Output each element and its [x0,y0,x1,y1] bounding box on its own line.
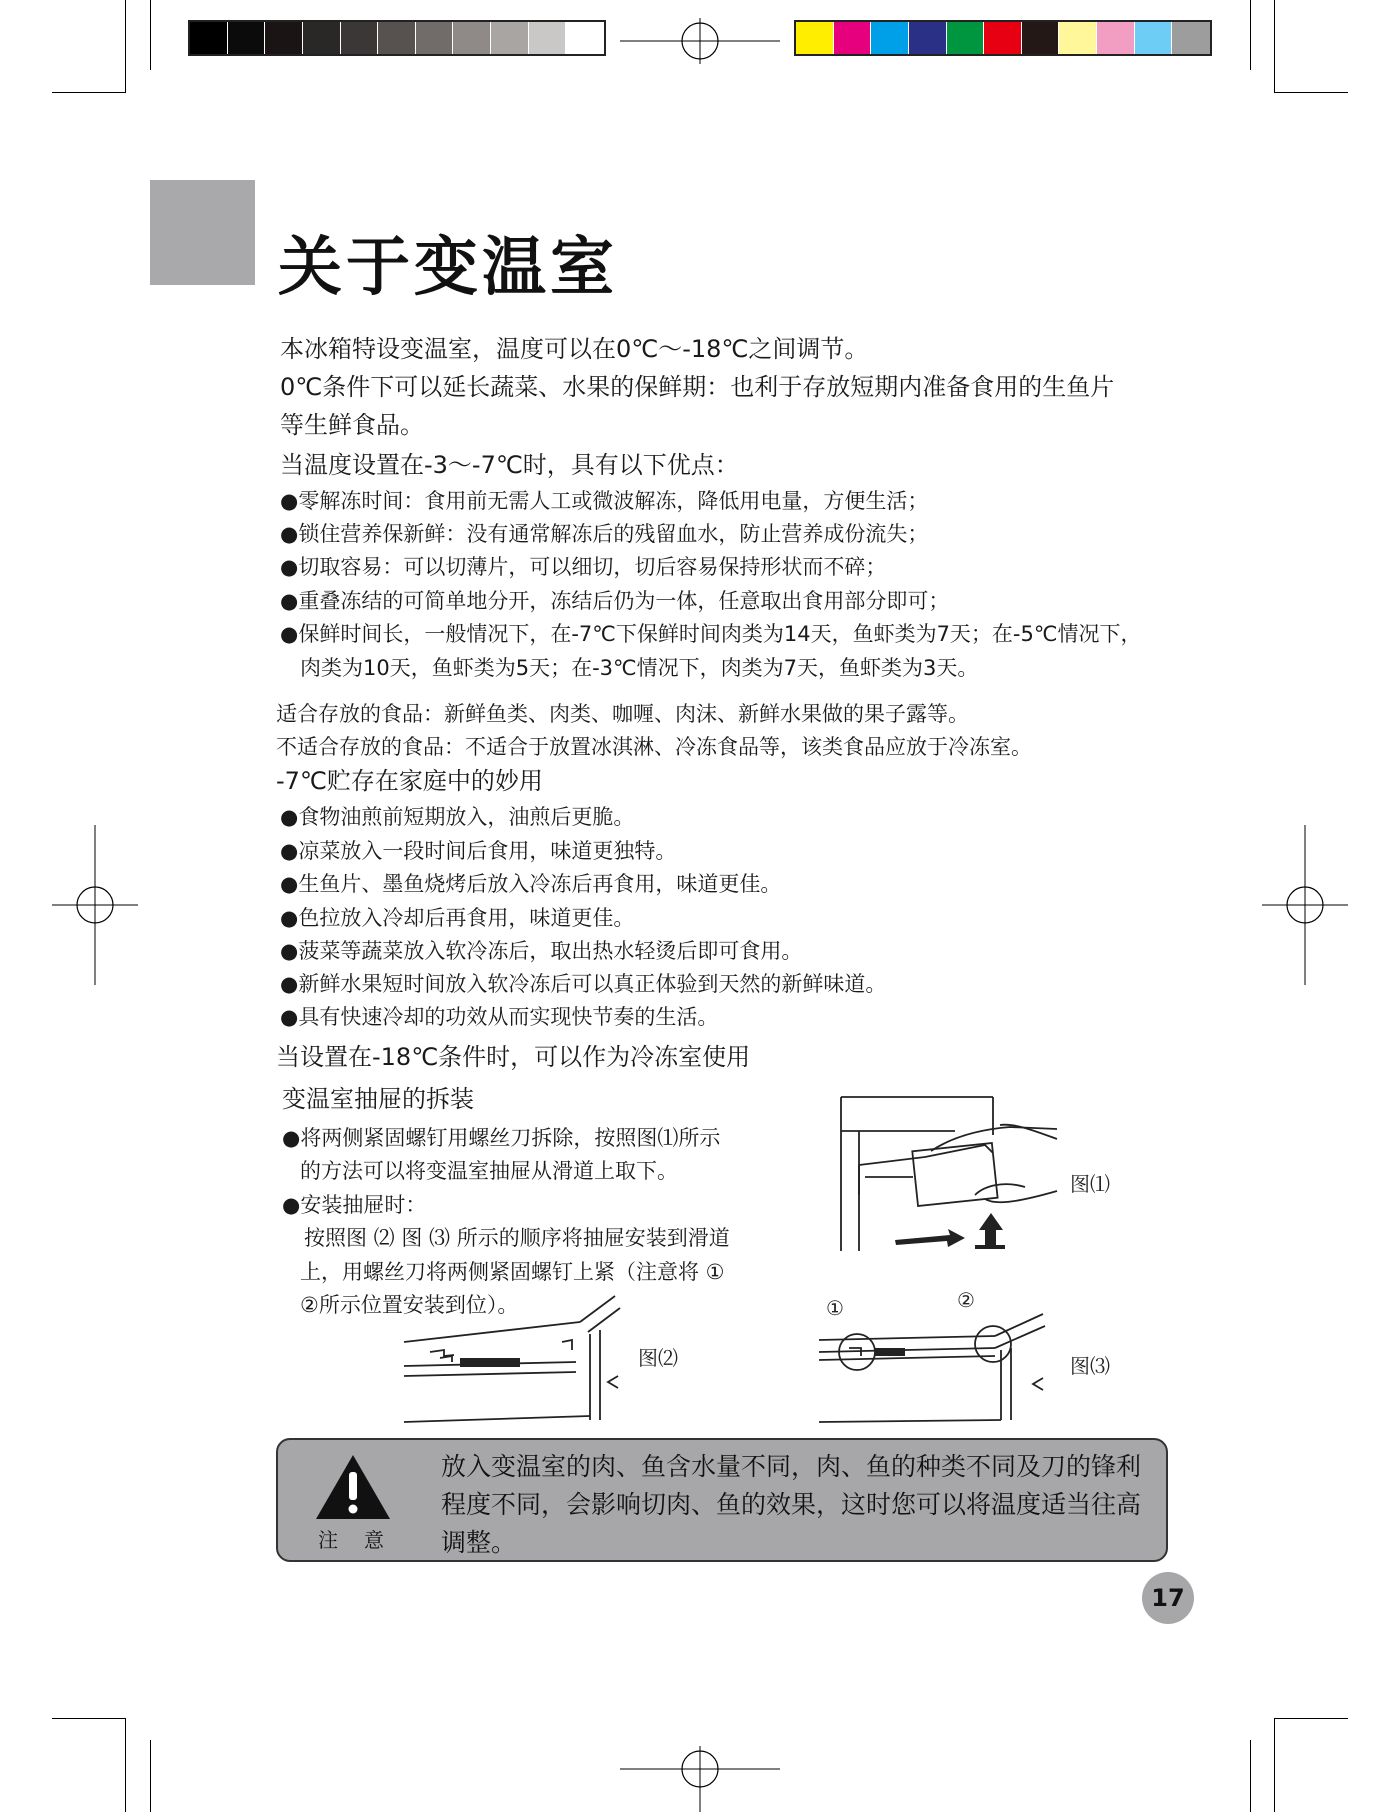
process-swatch [984,22,1022,54]
figure-1-label: 图⑴ [1070,1172,1110,1196]
registration-mark-top [620,18,780,64]
grayscale-swatch [416,22,454,54]
title-gray-block [150,180,255,285]
intro-line-2: 0℃条件下可以延长蔬菜、水果的保鲜期：也利于存放短期内准备食用的生鱼片 [280,373,1115,401]
process-swatch [834,22,872,54]
crop-mark-tr2-v [1250,0,1251,70]
advantage-item: ●重叠冻结的可简单地分开，冻结后仍为一体，任意取出食用部分即可； [280,589,950,613]
warning-triangle-icon [314,1452,392,1522]
tip-item: ●新鲜水果短时间放入软冷冻后可以真正体验到天然的新鲜味道。 [280,972,887,996]
page-title: 关于变温室 [278,231,618,305]
tip-item: ●生鱼片、墨鱼烧烤后放入冷冻后再食用，味道更佳。 [280,872,782,896]
page-number: 17 [1142,1572,1194,1624]
grayscale-swatch [378,22,416,54]
figure-3-label: 图⑶ [1070,1354,1110,1378]
process-swatch [871,22,909,54]
intro-line-1: 本冰箱特设变温室，温度可以在0℃～-18℃之间调节。 [280,335,869,363]
freezer-note: 当设置在-18℃条件时，可以作为冷冻室使用 [276,1043,751,1071]
figure-3-marker-2: ② [957,1288,975,1312]
process-swatch [1059,22,1097,54]
grayscale-swatch [529,22,567,54]
crop-mark-tr-h [1274,92,1348,93]
registration-mark-left [52,825,138,985]
grayscale-swatch [190,22,228,54]
crop-mark-br-v [1274,1718,1275,1812]
tip-item: ●菠菜等蔬菜放入软冷冻后，取出热水轻烫后即可食用。 [280,939,803,963]
intro-line-3: 等生鲜食品。 [280,411,424,439]
grayscale-swatch [303,22,341,54]
caution-label: 注意 [318,1528,410,1552]
grayscale-swatch [228,22,266,54]
registration-mark-bottom [620,1746,780,1812]
advantage-item: ●零解冻时间：食用前无需人工或微波解冻，降低用电量，方便生活； [280,489,929,513]
grayscale-swatch [566,22,604,54]
crop-mark-bl2-v [150,1740,151,1812]
registration-mark-right [1262,825,1348,985]
unsuitable-foods: 不适合存放的食品：不适合于放置冰淇淋、冷冻食品等，该类食品应放于冷冻室。 [276,735,1032,759]
suitable-foods: 适合存放的食品：新鲜鱼类、肉类、咖喱、肉沫、新鲜水果做的果子露等。 [276,702,969,726]
drawer-line: ②所示位置安装到位）。 [300,1293,519,1317]
crop-mark-br2-v [1250,1740,1251,1812]
intro-line-4: 当温度设置在-3～-7℃时，具有以下优点： [280,451,739,479]
process-swatch [947,22,985,54]
crop-mark-br-h [1274,1718,1348,1719]
tip-item: ●具有快速冷却的功效从而实现快节奏的生活。 [280,1005,719,1029]
caution-text: 放入变温室的肉、鱼含水量不同，肉、鱼的种类不同及刀的锋利程度不同，会影响切肉、鱼的效果，这时您可以将温度适当往高调整。 [441,1452,1142,1557]
crop-mark-tl2-v [150,0,151,70]
drawer-line: 按照图 ⑵ 图 ⑶ 所示的顺序将抽屉安装到滑道 [304,1226,730,1250]
advantage-item-continued: 肉类为10天，鱼虾类为5天；在-3℃情况下，肉类为7天，鱼虾类为3天。 [300,656,979,680]
process-swatch [796,22,834,54]
crop-mark-bl-v [125,1718,126,1812]
crop-mark-tr-v [1274,0,1275,93]
drawer-line: 的方法可以将变温室抽屉从滑道上取下。 [300,1159,678,1183]
tip-item: ●凉菜放入一段时间后食用，味道更独特。 [280,839,677,863]
caution-callout [276,1438,1168,1562]
process-swatch [1022,22,1060,54]
figure-3-marker-1: ① [826,1296,844,1320]
drawer-line: 上，用螺丝刀将两侧紧固螺钉上紧（注意将 ① [300,1260,725,1284]
figure-2-illustration [400,1292,630,1426]
advantage-item: ●保鲜时间长，一般情况下，在-7℃下保鲜时间肉类为14天，鱼虾类为7天；在-5℃情况下， [280,622,1142,646]
process-swatch [1135,22,1173,54]
process-swatch [1097,22,1135,54]
process-color-bar [794,20,1212,56]
crop-mark-bl-h [52,1718,126,1719]
grayscale-swatch [453,22,491,54]
drawer-heading: 变温室抽屉的拆装 [282,1085,474,1113]
figure-1-illustration [835,1095,1060,1253]
drawer-line: ●将两侧紧固螺钉用螺丝刀拆除，按照图⑴所示 [282,1126,721,1150]
figure-3-illustration [815,1308,1050,1426]
tip-item: ●食物油煎前短期放入，油煎后更脆。 [280,805,635,829]
tips-heading: -7℃贮存在家庭中的妙用 [276,767,543,795]
process-swatch [909,22,947,54]
drawer-line: ●安装抽屉时： [282,1193,427,1217]
grayscale-swatch [265,22,303,54]
advantage-item: ●切取容易：可以切薄片，可以细切，切后容易保持形状而不碎； [280,555,887,579]
grayscale-color-bar [188,20,606,56]
tip-item: ●色拉放入冷却后再食用，味道更佳。 [280,906,635,930]
figure-2-label: 图⑵ [638,1346,678,1370]
grayscale-swatch [491,22,529,54]
grayscale-swatch [341,22,379,54]
process-swatch [1172,22,1210,54]
advantage-item: ●锁住营养保新鲜：没有通常解冻后的残留血水，防止营养成份流失； [280,522,929,546]
crop-mark-tl-h [52,92,126,93]
crop-mark-tl-v [125,0,126,93]
